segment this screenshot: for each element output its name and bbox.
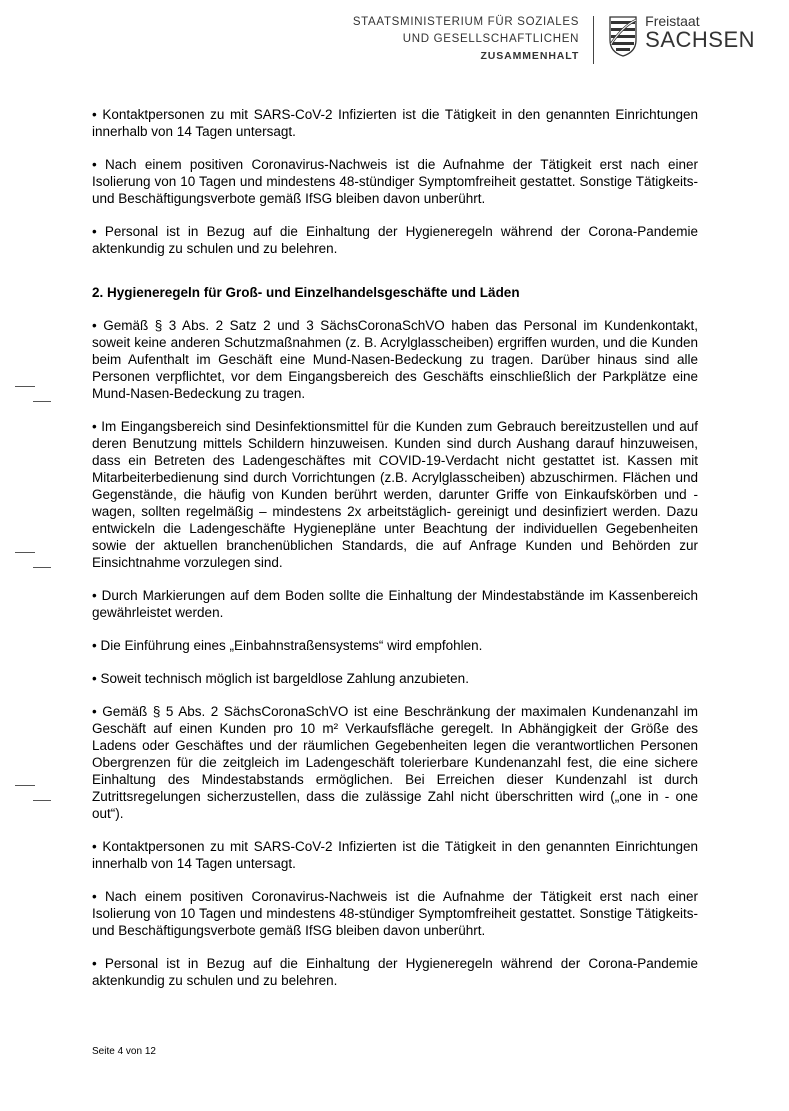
- margin-fold-mark: [15, 552, 35, 553]
- paragraph: • Personal ist in Bezug auf die Einhaltung der Hygieneregeln während der Corona-Pandemie aktenkundig zu schulen und zu belehren.: [92, 956, 698, 988]
- saxony-coat-of-arms-icon: [608, 14, 638, 58]
- paragraph: • Soweit technisch möglich ist bargeldlose Zahlung anzubieten.: [92, 671, 469, 686]
- ministry-line-2: UND GESELLSCHAFTLICHEN: [402, 33, 580, 45]
- paragraph: • Gemäß § 3 Abs. 2 Satz 2 und 3 SächsCoronaSchVO haben das Personal im Kundenkontakt, soweit keine anderen Schutzmaßnahmen (z. B. Acrylglasscheiben) ergriffen wurden, und die Kunden beim Aufenthalt im Geschäft eine Mund-Nasen-Bedeckung zu tragen. Darüber hinaus sind alle Personen verpflichtet, vor dem Eingangsbereich des Geschäfts einschließlich der Parkplätze eine Mund-Nasen-Bedeckung zu tragen.: [92, 318, 698, 401]
- margin-fold-mark: [15, 785, 35, 786]
- ministry-line-3: ZUSAMMENHALT: [480, 50, 580, 62]
- margin-fold-mark: [15, 386, 35, 387]
- ministry-name: [353, 14, 579, 65]
- logo-line-2: SACHSEN: [645, 27, 755, 52]
- ministry-line-1: STAATSMINISTERIUM FÜR SOZIALES: [352, 16, 580, 28]
- page-number: Seite 4 von 12: [92, 1046, 156, 1057]
- margin-fold-mark: [33, 800, 51, 801]
- logo-line-1: Freistaat: [645, 13, 700, 29]
- header-divider: [593, 16, 594, 64]
- logo-wordmark: [645, 14, 755, 51]
- paragraph: • Nach einem positiven Coronavirus-Nachweis ist die Aufnahme der Tätigkeit erst nach einer Isolierung von 10 Tagen und mindestens 48-stündiger Symptomfreiheit gestattet. Sonstige Tätigkeits- und Beschäftigungsverbote gemäß IfSG bleiben davon unberührt.: [92, 889, 698, 938]
- letterhead: [353, 14, 755, 66]
- margin-fold-mark: [33, 567, 51, 568]
- paragraph: • Durch Markierungen auf dem Boden sollte die Einhaltung der Mindestabstände im Kassenbereich gewährleistet werden.: [92, 588, 698, 620]
- paragraph: • Die Einführung eines „Einbahnstraßensystems“ wird empfohlen.: [92, 638, 483, 653]
- paragraph: • Kontaktpersonen zu mit SARS-CoV-2 Infizierten ist die Tätigkeit in den genannten Einrichtungen innerhalb von 14 Tagen untersagt.: [92, 839, 698, 871]
- paragraph: • Nach einem positiven Coronavirus-Nachweis ist die Aufnahme der Tätigkeit erst nach einer Isolierung von 10 Tagen und mindestens 48-stündiger Symptomfreiheit gestattet. Sonstige Tätigkeits- und Beschäftigungsverbote gemäß IfSG bleiben davon unberührt.: [92, 157, 698, 206]
- paragraph: • Kontaktpersonen zu mit SARS-CoV-2 Infizierten ist die Tätigkeit in den genannten Einrichtungen innerhalb von 14 Tagen untersagt.: [92, 107, 698, 139]
- section-heading: 2. Hygieneregeln für Groß- und Einzelhandelsgeschäfte und Läden: [92, 285, 520, 300]
- paragraph: • Personal ist in Bezug auf die Einhaltung der Hygieneregeln während der Corona-Pandemie aktenkundig zu schulen und zu belehren.: [92, 224, 698, 256]
- document-body: [92, 106, 698, 1005]
- paragraph: • Im Eingangsbereich sind Desinfektionsmittel für die Kunden zum Gebrauch bereitzustellen und auf deren Benutzung mittels Schildern hinzuweisen. Kunden sind durch Aushang darauf hinzuweisen, dass ein Betreten des Ladengeschäftes mit COVID-19-Verdacht nicht gestattet ist. Kassen mit Mitarbeiterbedienung sind durch Vorrichtungen (z.B. Acrylglasscheiben) abzuschirmen. Flächen und Gegenstände, die häufig von Kunden berührt werden, darunter Griffe von Einkaufskörben und -wagen, sollten regelmäßig – mindestens 2x arbeitstäglich- gereinigt und desinfiziert werden. Dazu entwickeln die Ladengeschäfte Hygienepläne unter Beachtung der individuellen Gegebenheiten sowie der aktuellen branchenüblichen Standards, die auf Anfrage Kunden und Behörden zur Einsichtnahme vorzulegen sind.: [92, 419, 698, 570]
- paragraph: • Gemäß § 5 Abs. 2 SächsCoronaSchVO ist eine Beschränkung der maximalen Kundenanzahl im Geschäft auf einen Kunden pro 10 m² Verkaufsfläche geregelt. In Abhängigkeit der Größe des Ladens oder Geschäftes und der räumlichen Gegebenheiten legen die verantwortlichen Personen Obergrenzen für die zeitgleich im Ladengeschäft tolerierbare Kundenanzahl fest, die eine sichere Einhaltung des Mindestabstands ermöglichen. Bei Erreichen dieser Kundenzahl ist durch Zutrittsregelungen sicherzustellen, dass die zulässige Zahl nicht überschritten wird („one in - one out“).: [92, 704, 698, 821]
- margin-fold-mark: [33, 401, 51, 402]
- state-logo: [608, 14, 755, 58]
